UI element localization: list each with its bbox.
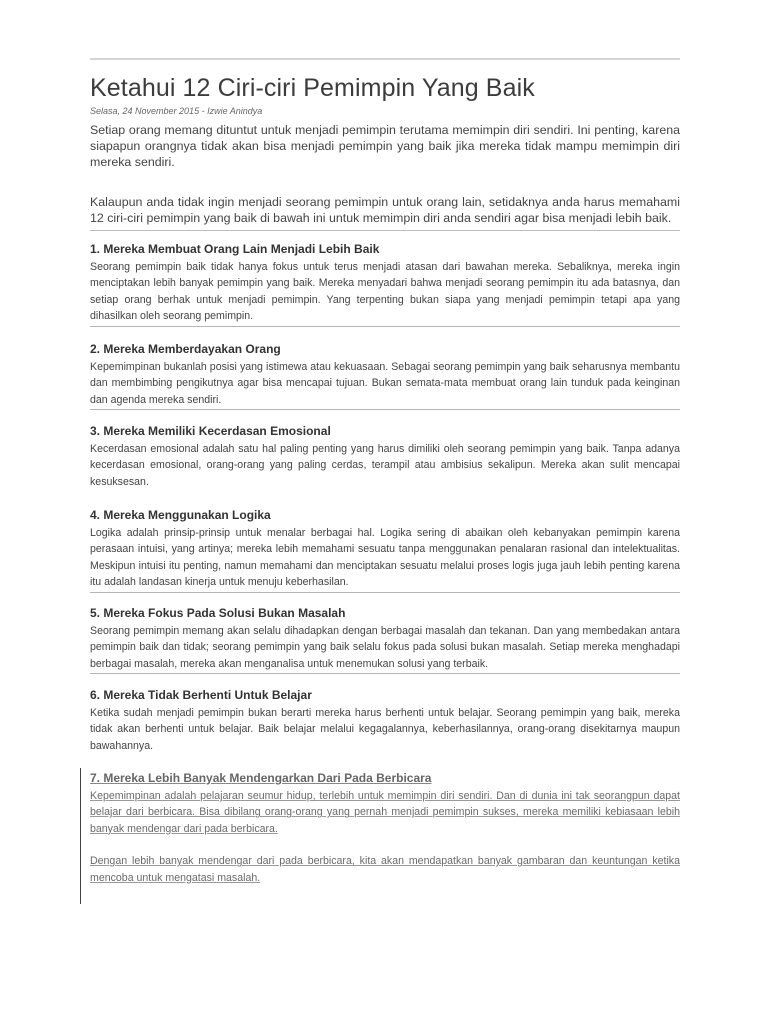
article-meta: Selasa, 24 November 2015 - Izwie Anindya (90, 106, 263, 116)
section-3 (90, 424, 680, 490)
section-4 (90, 508, 680, 593)
revision-margin-bar (80, 768, 81, 904)
top-divider (90, 58, 680, 60)
section-6 (90, 688, 680, 754)
section-body: Logika adalah prinsip-prinsip untuk menalar berbagai hal. Logika sering di abaikan oleh kebanyakan pemimpin karena perasaan intuisi, yang artinya; mereka lebih memahami sesuatu tanpa menggunakan penalaran rasional dan intelektualitas. Meskipun intuisi itu penting, namun memahami dan menciptakan sesuatu melalui proses logis juga jauh lebih penting karena itu adalah landasan kinerja untuk menuju keberhasilan. (90, 525, 680, 593)
section-heading: 4. Mereka Menggunakan Logika (90, 508, 271, 522)
section-body: Ketika sudah menjadi pemimpin bukan berarti mereka harus berhenti untuk belajar. Seorang pemimpin yang baik, mereka tidak akan berhenti untuk belajar. Baik belajar melalui kegagalannya, keberhasilannya, orang-orang disekitarnya maupun bawahannya. (90, 707, 680, 752)
section-5 (90, 606, 680, 674)
section-body: Kecerdasan emosional adalah satu hal paling penting yang harus dimiliki oleh seorang pemimpin yang baik. Tanpa adanya kecerdasan emosional, orang-orang yang paling cerdas, terampil atau ambisius sekalipun. Mereka akan sulit mencapai kesuksesan. (90, 443, 680, 488)
section-body-continued: Dengan lebih banyak mendengar dari pada berbicara, kita akan mendapatkan banyak gambaran dan keuntungan ketika mencoba untuk mengatasi masalah. (90, 855, 680, 884)
section-body: Kepemimpinan bukanlah posisi yang istimewa atau kekuasaan. Sebagai seorang pemimpin yang baik seharusnya membantu dan membimbing pengikutnya agar bisa mencapai tujuan. Bukan semata-mata membuat orang lain tunduk pada keinginan dan agenda mereka sendiri. (90, 359, 680, 410)
section-heading: 6. Mereka Tidak Berhenti Untuk Belajar (90, 688, 312, 702)
section-heading: 5. Mereka Fokus Pada Solusi Bukan Masalah (90, 606, 346, 620)
section-1 (90, 242, 680, 327)
section-body: Seorang pemimpin baik tidak hanya fokus untuk terus menjadi atasan dari bawahan mereka. Sebaliknya, mereka ingin menciptakan lebih banyak pemimpin yang baik. Mereka menyadari bahwa menjadi seorang pemimpin itu ada batasnya, dan setiap orang berhak untuk menjadi pemimpin. Yang terpenting bukan siapa yang menjadi pemimpin tetapi apa yang dihasilkan oleh seorang pemimpin. (90, 259, 680, 327)
section-7 (90, 771, 680, 886)
section-body: Seorang pemimpin memang akan selalu dihadapkan dengan berbagai masalah dan tekanan. Dan yang membedakan antara pemimpin baik dan tidak; seorang pemimpin yang baik selalu fokus pada solusi bukan masalah. Setiap mereka menghadapi berbagai masalah, mereka akan menganalisa untuk menemukan solusi yang terbaik. (90, 623, 680, 674)
intro-paragraph-1: Setiap orang memang dituntut untuk menjadi pemimpin terutama memimpin diri sendiri. Ini penting, karena siapapun orangnya tidak akan bisa menjadi pemimpin yang baik jika mereka tidak mampu memimpin diri mereka sendiri. (90, 123, 680, 170)
intro-paragraph-2: Kalaupun anda tidak ingin menjadi seorang pemimpin untuk orang lain, setidaknya anda harus memahami 12 ciri-ciri pemimpin yang baik di bawah ini untuk memimpin diri anda sendiri agar bisa menjadi lebih baik. (90, 194, 680, 231)
section-heading: 1. Mereka Membuat Orang Lain Menjadi Lebih Baik (90, 242, 380, 256)
section-heading: 2. Mereka Memberdayakan Orang (90, 342, 281, 356)
section-body: Kepemimpinan adalah pelajaran seumur hidup, terlebih untuk memimpin diri sendiri. Dan di dunia ini tak seorangpun dapat belajar dari berbicara. Bisa dibilang orang-orang yang pernah menjadi pemimpin sukses, mereka memiliki kebiasaan lebih banyak mendengar dari pada berbicara. (90, 790, 680, 835)
section-heading: 7. Mereka Lebih Banyak Mendengarkan Dari Pada Berbicara (90, 771, 432, 785)
section-heading: 3. Mereka Memiliki Kecerdasan Emosional (90, 424, 331, 438)
section-2 (90, 342, 680, 410)
article-title: Ketahui 12 Ciri-ciri Pemimpin Yang Baik (90, 74, 535, 102)
